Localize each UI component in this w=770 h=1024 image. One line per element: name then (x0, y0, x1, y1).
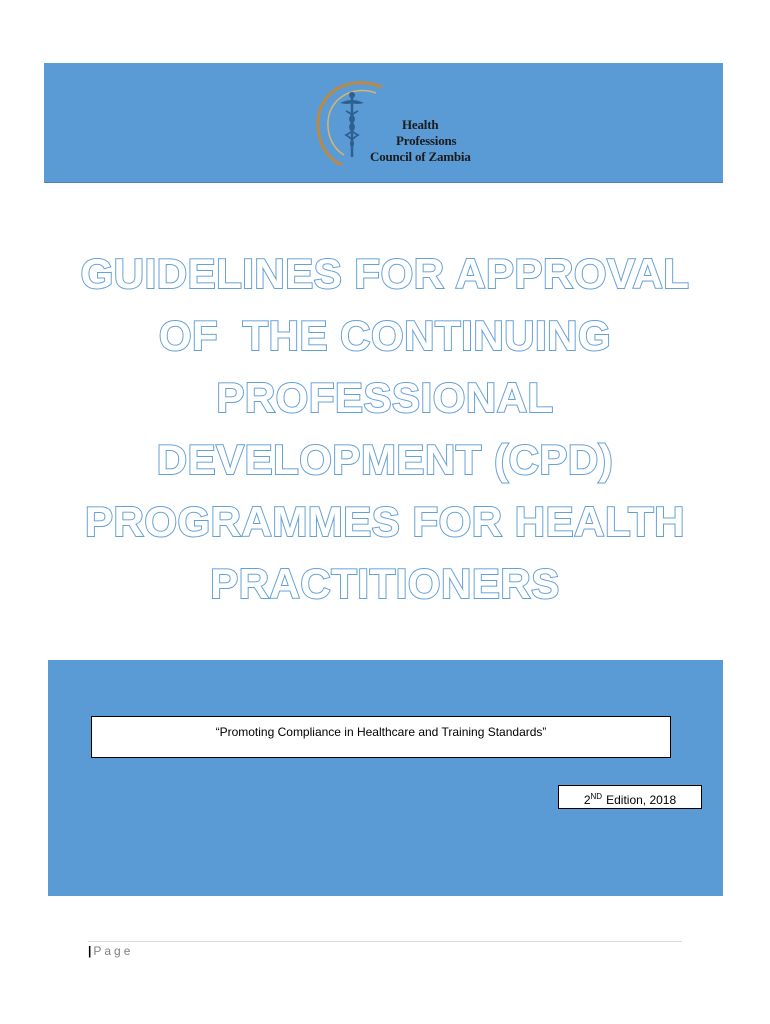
hpcz-logo (312, 77, 472, 171)
title-line-4: DEVELOPMENT (CPD) (156, 436, 614, 483)
logo-line-council: Council of Zambia (370, 149, 471, 164)
title-line-6: PRACTITIONERS (210, 560, 560, 607)
motto-text: “Promoting Compliance in Healthcare and Training Standards” (215, 725, 547, 739)
edition-superscript: ND (590, 792, 603, 801)
title-line-1: GUIDELINES FOR APPROVAL (80, 250, 690, 297)
title-line-5: PROGRAMMES FOR HEALTH (84, 498, 686, 545)
logo-text (356, 117, 486, 165)
logo-line-professions: Professions (396, 133, 457, 148)
document-title (50, 243, 720, 615)
bottom-panel (48, 660, 723, 896)
header-banner (44, 63, 723, 183)
page-footer (88, 944, 133, 958)
title-line-3: PROFESSIONAL (216, 374, 554, 421)
footer-separator: | (88, 944, 92, 958)
edition-number: 2 (583, 793, 591, 807)
title-line-2: OF THE CONTINUING (158, 312, 612, 359)
footer-page-label: Page (93, 944, 134, 958)
edition-box (558, 785, 702, 809)
edition-text: Edition, 2018 (606, 793, 677, 807)
logo-line-health: Health (402, 117, 439, 132)
footer-divider (88, 941, 682, 942)
motto-box (91, 716, 671, 758)
